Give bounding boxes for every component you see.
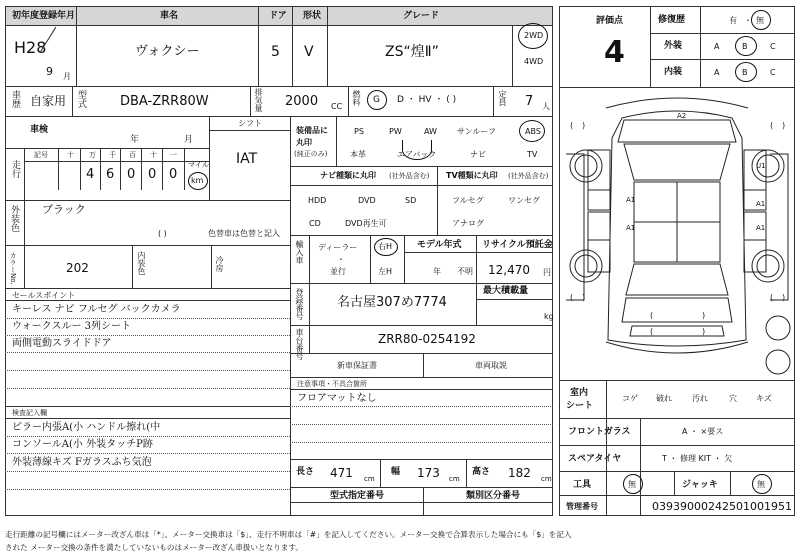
equipment-airbag: エアバック [397,150,437,159]
equipment-sunroof: サンルーフ [457,127,496,136]
windshield-value: A ・ ×要ス [682,427,724,436]
mileage-digit: 0 [127,167,136,182]
navi-sub: (社外品含む) [389,172,430,180]
equipment-tv: TV [527,150,538,159]
recycle-label: リサイクル預託金 [482,240,553,250]
frame-value: ZRR80-0254192 [378,332,476,346]
height-unit: cm [541,475,552,483]
color-paren: ( ) [158,229,167,238]
length-unit: cm [364,475,375,483]
digit-label: 一 [170,151,177,159]
digit-label: 千 [109,151,116,159]
exterior-label: 外装 [664,41,683,51]
reg-era: H28 [14,38,47,57]
drive-2wd: 2WD [524,31,544,40]
warranty-new: 新車保証書 [337,361,377,370]
sales-line: ウォークスルー 3列シート [12,321,132,332]
digit-label: 万 [89,151,96,159]
model-year-unknown: 不明 [457,267,473,276]
exterior-grade-c: C [770,42,776,51]
car-name-label: 車名 [160,11,179,21]
mileage-km: km [191,176,204,185]
color-value: ブラック [42,203,86,216]
diagram-paren: ) [702,311,706,320]
import-parallel: 並行 [330,267,346,276]
door-label: ドア [269,11,287,21]
tools-value: 無 [628,480,636,489]
diagram-mark-a2: A2 [677,112,687,120]
type-label: 型式 [76,90,86,108]
mileage-mile: マイル [188,161,209,169]
seat-burn: コゲ [622,394,638,403]
width-value: 173 [417,466,440,480]
first-reg-label: 初年度登録年月 [12,11,76,21]
digit-label: 十 [150,151,157,159]
jack-label: ジャッキ [682,480,718,490]
equipment-leather: 本革 [350,150,366,159]
tools-label: 工具 [573,480,592,490]
inspection-notes-label: 検査記入欄 [12,409,47,417]
diagram-paren: ( [770,293,774,302]
exterior-grade-b: B [742,42,748,51]
color-no-value: 202 [66,261,89,275]
fuel-label: 燃料 [352,90,361,106]
mileage-digit: 0 [169,167,178,182]
mgmt-value: 0393900024250100195​1 [652,500,792,513]
model-year-year: 年 [433,267,441,276]
interior-grade-b: B [742,68,748,77]
color-note: 色替車は色替と記入 [208,229,280,238]
usage-value: 自家用 [30,94,67,108]
frame-label: 車台番号 [295,328,304,360]
navi-dvd-play: DVD再生可 [345,219,387,228]
displacement-label: 排気量 [254,88,263,112]
capacity-unit: 人 [542,102,550,111]
max-load-unit: kg [544,312,554,321]
inspection-month: 月 [184,135,194,145]
spare-label: スペアタイヤ [568,454,622,464]
cc-unit: CC [331,102,343,111]
handle-left: 左H [378,267,393,276]
width-label: 幅 [391,467,401,477]
mileage-digit: 6 [106,167,115,182]
capacity-value: 7 [525,94,534,109]
length-value: 471 [330,466,353,480]
equipment-navi: ナビ [470,150,486,159]
shape-value: V [304,44,314,60]
car-diagram [560,90,794,380]
footer-line-2: された メーター交換の条件を満たしていないものはメーター改ざん車扱いとなります。 [5,543,303,552]
inspection-year: 年 [130,135,140,145]
diagram-paren: ( [570,121,574,130]
ac-label: 冷房 [215,256,224,272]
inspection-label: 車検 [30,125,49,135]
height-label: 高さ [472,467,491,477]
diagram-mark-a1: A1 [756,224,766,232]
diagram-mark-a1: A1 [626,224,636,232]
drive-4wd: 4WD [524,57,544,66]
width-unit: cm [449,475,460,483]
shape-label: 形状 [303,11,322,21]
car-name: ヴォクシー [135,44,200,59]
diagram-paren: ( [570,293,574,302]
plate-value: 名古屋307め7774 [337,295,447,310]
tv-fullseg: フルセグ [452,196,484,205]
shift-value: IAT [236,151,258,167]
tv-sub: (社外品含む) [508,172,549,180]
seat-hole: 穴 [729,394,737,403]
capacity-label: 定員 [498,90,507,106]
tv-label: TV種類に丸印 [446,171,498,180]
diagram-paren: ) [782,121,786,130]
diagram-mark-u1: U1 [756,162,766,170]
interior-color-label: 内装色 [137,251,146,275]
seat-tear: 破れ [656,394,672,403]
length-label: 長さ [296,467,315,477]
warranty-manual: 車両取説 [475,361,507,370]
type-value: DBA-ZRR80W [120,94,209,109]
diagram-paren: ( [770,121,774,130]
diagram-mark-a1: A1 [756,200,766,208]
navi-dvd: DVD [358,196,376,205]
grade-value: ZS“煌Ⅱ” [385,44,439,60]
interior-grade-a: A [714,68,720,77]
diagram-paren: ( [650,327,654,336]
plate-label: 登録番号 [295,288,304,320]
recycle-unit: 円 [543,268,551,277]
repair-dot: ・ [744,16,752,25]
score-label: 評価点 [596,16,624,26]
repair-yes: 有 [729,16,737,25]
mileage-digit: 4 [86,167,95,182]
shift-label: シフト [238,119,262,128]
import-label: 輸入車 [295,240,304,264]
equipment-ps: PS [354,127,364,136]
mgmt-label: 管理番号 [566,502,598,511]
usage-label: 車歴 [10,90,20,108]
exterior-grade-a: A [714,42,720,51]
diagram-paren: ) [782,293,786,302]
color-label: 外装色 [9,205,19,232]
equipment-pw: PW [389,127,402,136]
handle-right: 右H [378,242,393,251]
model-year-label: モデル年式 [417,240,462,250]
footer-line-1: 走行距離の記号欄にはメーター改ざん車は「*」、メーター交換車は「$」、走行不明車は「#」を記入してください。メーター交換で合算表示した場合にも「$」を記入 [5,530,572,539]
repair-label: 修復歴 [658,15,686,25]
height-value: 182 [508,466,531,480]
tv-analog: アナログ [452,219,484,228]
sales-line: 両側電動スライドドア [12,338,112,349]
equipment-abs: ABS [525,127,541,136]
inspection-note-line: 外装薄線キズ Fガラスふち気泡 [12,457,152,468]
seat-scratch: キズ [756,394,772,403]
door-count: 5 [271,44,280,60]
repair-none: 無 [756,16,764,25]
navi-hdd: HDD [308,196,327,205]
digit-label: 百 [129,151,136,159]
recycle-value: 12,470 [488,263,530,277]
score-value: 4 [604,35,625,70]
fuel-options: D ・ HV ・ ( ) [397,95,457,105]
equipment-label-3: (純正のみ) [294,150,328,158]
reg-month-unit: 月 [63,72,71,81]
mileage-kigo: 記号 [34,151,48,159]
sales-line: キーレス ナビ フルセグ バックカメラ [12,304,181,315]
navi-label: ナビ種類に丸印 [320,171,376,180]
interior-seat-label-2: シート [566,401,594,411]
diagram-paren: ) [582,293,586,302]
color-no-label: カラーNo. [9,252,17,285]
sales-label: セールスポイント [12,291,76,300]
equipment-label-2: 丸印 [296,138,312,147]
max-load-label: 最大積載量 [483,286,529,296]
equipment-aw: AW [424,127,437,136]
inspection-note-line: ピラー内張A(小 ハンドル擦れ(中 [12,422,161,433]
seat-stain: 汚れ [692,394,708,403]
interior-label: 内装 [664,67,683,77]
navi-sd: SD [405,196,417,205]
reg-month: 9 [46,65,53,78]
fuel-g: G [373,95,380,105]
import-dealer: ディーラー [318,243,358,252]
windshield-label: フロントガラス [568,427,631,437]
diagram-mark-a1: A1 [626,196,636,204]
inspection-note-line: コンソールA(小 外装タッチP跡 [12,439,153,450]
notes-label: 注意事項・不具合箇所 [297,380,367,388]
equipment-label-1: 装備品に [296,126,328,135]
class-number-label: 類別区分番号 [466,491,521,501]
displacement-value: 2000 [285,94,319,109]
jack-value: 無 [757,480,765,489]
navi-cd: CD [309,219,321,228]
spare-value: T ・ 修理 KIT ・ 欠 [662,454,733,463]
digit-label: 十 [67,151,74,159]
diagram-paren: ) [702,327,706,336]
import-dot: ・ [337,255,345,264]
grade-label: グレード [403,11,440,21]
diagram-paren: ) [582,121,586,130]
notes-value: フロアマットなし [297,393,377,404]
interior-grade-c: C [770,68,776,77]
interior-seat-label-1: 室内 [570,388,589,398]
diagram-paren: ( [650,311,654,320]
tv-oneseg: ワンセグ [508,196,540,205]
mileage-digit: 0 [148,167,157,182]
type-designation-label: 型式指定番号 [330,491,385,501]
mileage-label: 走行 [10,160,20,178]
